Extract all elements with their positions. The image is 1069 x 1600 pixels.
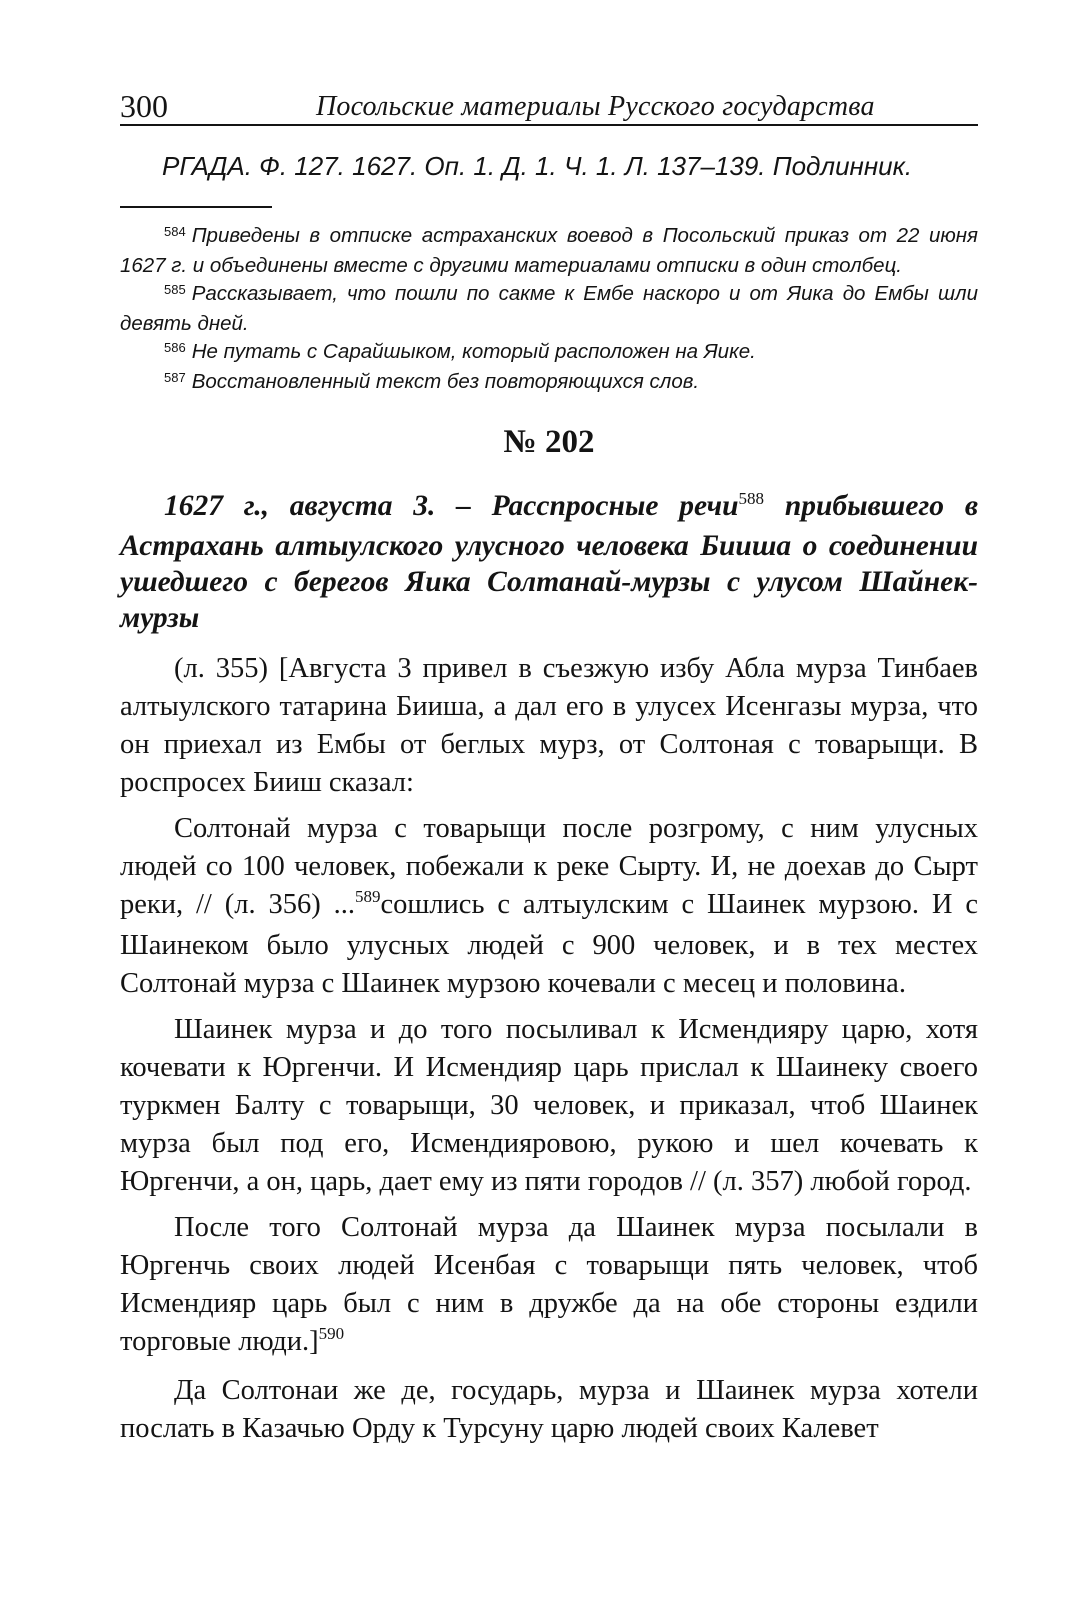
footnote-text: Восстановленный текст без повторяющихся слов. xyxy=(191,370,700,393)
paragraph-text: Да Солтонаи же де, государь, мурза и Шаинек мурза хотели послать в Казачью Орду к Турсуну царю людей своих Калевет xyxy=(120,1375,978,1444)
footnote xyxy=(120,338,978,368)
heading-footnote-ref: 588 xyxy=(738,489,765,508)
body-paragraph xyxy=(120,1372,978,1448)
running-head xyxy=(120,88,978,124)
paragraph-text: Солтонай мурза с товарыщи после розгрому, с ним улусных людей со 100 человек, побежали к реке Сырту. И, не доехав до Сырт реки, // (л. 356) ... xyxy=(120,813,978,920)
footnotes xyxy=(120,222,978,398)
running-title: Посольские материалы Русского государства xyxy=(316,91,875,122)
body-paragraph xyxy=(120,650,978,802)
heading-description: прибывшего в Астрахань алтыулского улусного человека Бииша о соединении ушедшего с берегов Яика Солтанай-мурзы с улусом Шайнек-мурзы xyxy=(120,490,978,634)
body-paragraph xyxy=(120,810,978,1003)
document-body xyxy=(120,650,978,1448)
paragraph-text: сошлись с алтыулским с Шаинек мурзою. И с Шаинеком было улусных людей с 900 человек, и в тех местех Солтонай мурза с Шаинек мурзою кочевали с месец и половина. xyxy=(120,889,978,999)
page-number: 300 xyxy=(120,88,168,124)
archive-source-note: РГАДА. Ф. 127. 1627. Оп. 1. Д. 1. Ч. 1. Л. 137–139. Подлинник. xyxy=(162,151,913,181)
footnote-number: 586 xyxy=(164,340,186,355)
footnote-text: Рассказывает, что пошли по сакме к Ембе наскоро и от Яика до Ембы шли девять дней. xyxy=(120,282,978,335)
footnote xyxy=(120,222,978,280)
footnote xyxy=(120,368,978,398)
header-rule xyxy=(120,124,978,126)
paragraph-text: (л. 355) [Августа 3 привел в съезжую избу Абла мурза Тинбаев алтыулского татарина Бииша, а дал его в улусех Исенгазы мурза, что он приехал из Ембы от беглых мурз, от Солтоная с товарыщи. В роспросех Бииш сказал: xyxy=(120,653,978,798)
body-paragraph xyxy=(120,1011,978,1201)
heading-date-title: 1627 г., августа 3. – Расспросные речи xyxy=(164,490,739,522)
paragraph-text: После того Солтонай мурза да Шаинек мурза посылали в Юргенчь своих людей Исенбая с товарыщи пять человек, чтоб Исмендияр царь был с ним в дружбе да на обе стороны ездили торговые люди.] xyxy=(120,1212,978,1357)
footnote-ref: 590 xyxy=(318,1324,345,1343)
body-paragraph xyxy=(120,1209,978,1364)
book-page xyxy=(120,88,978,1456)
paragraph-text: Шаинек мурза и до того посыливал к Исмендияру царю, хотя кочевати к Юргенчи. И Исмендияр царь прислал к Шаинеку своего туркмен Балту с товарыщи, 30 человек, и приказал, чтоб Шаинек мурза был под его, Исмендияровою, рукою и шел кочевать к Юргенчи, а он, царь, дает ему из пяти городов // (л. 357) любой город. xyxy=(120,1014,978,1197)
footnote-text: Приведены в отписке астраханских воевод в Посольский приказ от 22 июня 1627 г. и объединены вместе с другими материалами отписки в один столбец. xyxy=(120,224,978,277)
footnote-separator xyxy=(120,206,272,208)
footnote-text: Не путать с Сарайшыком, который расположен на Яике. xyxy=(191,340,756,363)
document-number: № 202 xyxy=(503,424,595,460)
document-heading xyxy=(120,488,978,636)
footnote xyxy=(120,280,978,338)
footnote-number: 587 xyxy=(164,370,186,385)
footnote-ref: 589 xyxy=(354,887,381,906)
footnote-number: 585 xyxy=(164,282,186,297)
footnote-number: 584 xyxy=(164,224,186,239)
